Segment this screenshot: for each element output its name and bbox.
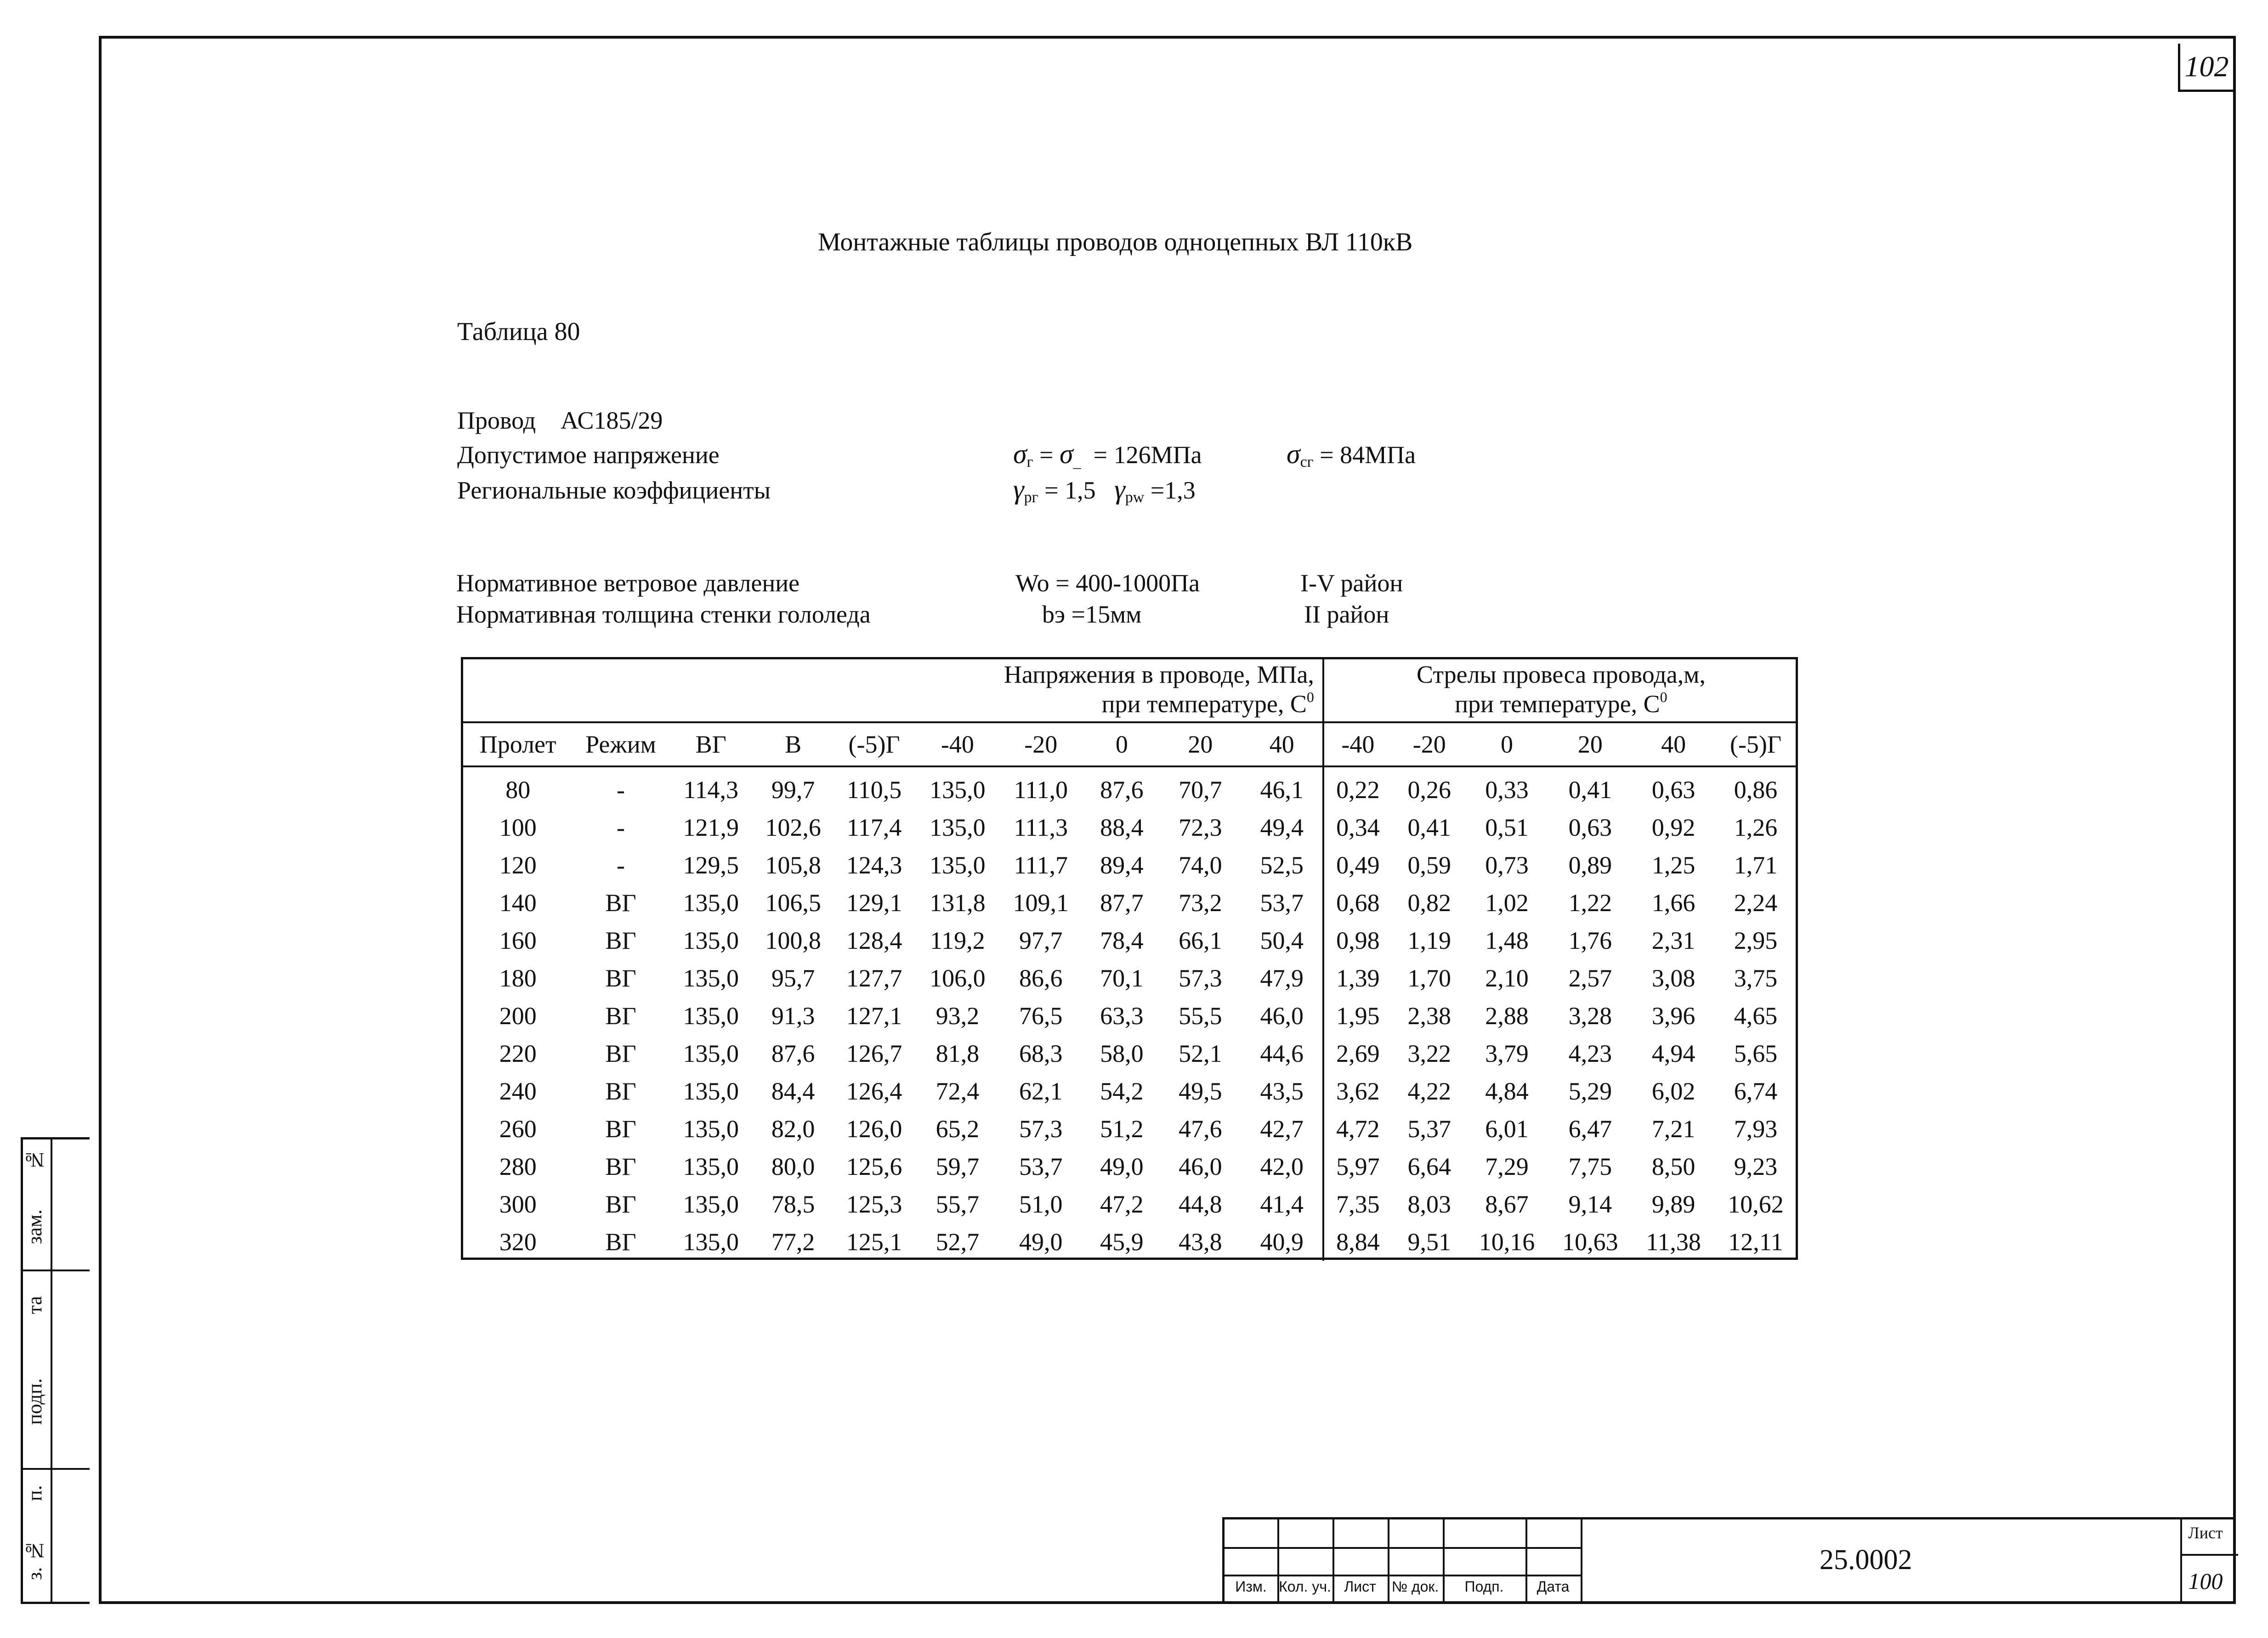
table-cell: 59,7: [936, 1153, 980, 1180]
table-cell: 2,57: [1568, 964, 1612, 992]
left-stamp-text: зам.: [23, 1209, 46, 1244]
table-cell: 1,39: [1323, 959, 1392, 997]
table-cell: 119,2: [930, 927, 985, 954]
wire-label: Провод АС185/29: [457, 407, 663, 434]
table-cell: 87,6: [771, 1040, 815, 1067]
wind-region: I-V район: [1300, 569, 1403, 597]
table-cell: 5,97: [1323, 1148, 1392, 1185]
table-cell: 2,38: [1407, 1002, 1451, 1030]
table-cell: 1,76: [1568, 927, 1612, 954]
table-cell: 135,0: [683, 1077, 739, 1105]
table-cell: 3,62: [1323, 1072, 1392, 1110]
table-cell: 0,68: [1323, 884, 1392, 922]
table-cell: -: [616, 814, 625, 841]
table-cell: 2,88: [1485, 1002, 1529, 1030]
table-cell: 10,16: [1479, 1228, 1535, 1256]
title-block-label: Кол. уч.: [1279, 1578, 1331, 1595]
table-cell: 99,7: [771, 776, 815, 804]
table-cell: 0,59: [1407, 851, 1451, 879]
column-header: -20: [998, 722, 1084, 766]
table-cell: 0,22: [1323, 766, 1392, 809]
table-row: [461, 1185, 1798, 1223]
regional-coefficients-label: Региональные коэффициенты: [457, 476, 771, 504]
table-group-header: [461, 657, 1798, 722]
sag-group-header: Стрелы провеса провода,м, при температуре, $С^0$: [1323, 657, 1798, 722]
table-cell: -: [616, 851, 625, 879]
table-cell: 10,62: [1728, 1190, 1784, 1218]
document-code: 25.0002: [1820, 1544, 1912, 1576]
table-cell: 93,2: [936, 1002, 980, 1030]
left-stamp-text: №: [23, 1149, 46, 1172]
table-cell: 3,22: [1407, 1040, 1451, 1067]
table-cell: 131,8: [930, 889, 986, 917]
column-header: Режим: [575, 722, 666, 766]
table-cell: 1,22: [1568, 889, 1612, 917]
table-cell: 46,0: [1260, 1002, 1304, 1030]
table-cell: 0,73: [1485, 851, 1529, 879]
title-block-label: Изм.: [1235, 1578, 1267, 1595]
table-cell: 126,0: [846, 1115, 902, 1143]
column-header: ВГ: [667, 722, 756, 766]
stress-group-header: Напряжения в проводе, МПа, при температуре, $С^0$: [461, 657, 1323, 722]
table-cell: 4,22: [1407, 1077, 1451, 1105]
table-cell: 42,0: [1260, 1153, 1304, 1180]
table-cell: 8,67: [1485, 1190, 1529, 1218]
table-cell: 49,0: [1019, 1228, 1063, 1256]
table-cell: 73,2: [1179, 889, 1222, 917]
table-cell: 124,3: [846, 851, 902, 879]
table-cell: 4,72: [1323, 1110, 1392, 1148]
table-cell: 135,0: [683, 1040, 739, 1067]
table-cell: 135,0: [683, 1115, 739, 1143]
table-cell: 129,1: [846, 889, 902, 917]
table-cell: 44,6: [1260, 1040, 1304, 1067]
table-cell: 111,7: [1014, 851, 1068, 879]
table-cell: 52,5: [1260, 851, 1304, 879]
table-cell: 80,0: [771, 1153, 815, 1180]
table-cell: 7,29: [1485, 1153, 1529, 1180]
table-cell: 81,8: [936, 1040, 980, 1067]
table-cell: 4,84: [1485, 1077, 1529, 1105]
table-cell: 49,0: [1100, 1153, 1144, 1180]
table-cell: 160: [499, 927, 537, 954]
table-row: [461, 1148, 1798, 1185]
table-cell: 86,6: [1019, 964, 1063, 992]
column-header: (-5)Г: [831, 722, 918, 766]
table-cell: ВГ: [605, 1002, 636, 1030]
table-cell: 135,0: [683, 889, 739, 917]
table-cell: 0,89: [1568, 851, 1612, 879]
table-cell: 68,3: [1019, 1040, 1063, 1067]
column-header: 20: [1547, 722, 1634, 766]
table-cell: 260: [499, 1115, 537, 1143]
table-cell: 9,14: [1568, 1190, 1612, 1218]
table-cell: 1,26: [1734, 814, 1778, 841]
table-cell: 0,41: [1407, 814, 1451, 841]
table-cell: 135,0: [683, 964, 739, 992]
column-header: -40: [1323, 722, 1392, 766]
column-header: 40: [1633, 722, 1713, 766]
left-stamp: [21, 1137, 90, 1604]
column-header: -40: [918, 722, 998, 766]
table-row: [461, 1223, 1798, 1261]
table-cell: 88,4: [1100, 814, 1144, 841]
table-cell: 5,29: [1568, 1077, 1612, 1105]
table-cell: 7,93: [1734, 1115, 1778, 1143]
table-cell: 95,7: [771, 964, 815, 992]
table-cell: 3,96: [1651, 1002, 1695, 1030]
table-cell: 53,7: [1019, 1153, 1063, 1180]
table-cell: 127,7: [846, 964, 902, 992]
table-cell: 7,35: [1323, 1185, 1392, 1223]
table-cell: 8,50: [1651, 1153, 1695, 1180]
table-row: [461, 809, 1798, 846]
table-cell: 55,5: [1179, 1002, 1222, 1030]
table-cell: 87,7: [1100, 889, 1144, 917]
table-cell: 1,19: [1407, 927, 1451, 954]
table-cell: 5,65: [1734, 1040, 1778, 1067]
table-cell: 52,7: [936, 1228, 980, 1256]
table-cell: 77,2: [771, 1228, 815, 1256]
table-cell: 2,31: [1651, 927, 1695, 954]
table-cell: 120: [499, 851, 537, 879]
table-cell: 135,0: [683, 1002, 739, 1030]
table-cell: 0,86: [1734, 776, 1778, 804]
table-cell: ВГ: [605, 1115, 636, 1143]
title-block-label: Подп.: [1464, 1578, 1504, 1595]
allowable-stress-label: Допустимое напряжение: [457, 441, 720, 469]
table-cell: 70,7: [1179, 776, 1222, 804]
table-cell: 6,02: [1651, 1077, 1695, 1105]
table-cell: 110,5: [846, 776, 902, 804]
table-cell: 106,0: [930, 964, 986, 992]
column-header: -20: [1392, 722, 1467, 766]
table-cell: 58,0: [1100, 1040, 1144, 1067]
table-cell: ВГ: [605, 1077, 636, 1105]
wind-pressure-label: Нормативное ветровое давление: [456, 569, 800, 597]
gamma-coefficients: $\gamma_{рг} = 1,5$ $\gamma_{рw} =1,3$: [1013, 474, 1196, 506]
table-cell: 0,33: [1485, 776, 1529, 804]
table-cell: 126,7: [846, 1040, 902, 1067]
table-cell: 0,26: [1407, 776, 1451, 804]
table-row: [461, 846, 1798, 884]
table-cell: 102,6: [765, 814, 821, 841]
table-cell: 320: [499, 1228, 537, 1256]
ice-region: II район: [1304, 601, 1389, 628]
table-cell: ВГ: [605, 1228, 636, 1256]
table-row: [461, 766, 1798, 809]
table-cell: 46,1: [1260, 776, 1304, 804]
table-cell: 12,11: [1728, 1228, 1783, 1256]
left-stamp-text: п.: [23, 1485, 46, 1502]
table-cell: 8,84: [1323, 1223, 1392, 1261]
table-cell: 82,0: [771, 1115, 815, 1143]
table-cell: 76,5: [1019, 1002, 1063, 1030]
table-cell: 280: [499, 1153, 537, 1180]
table-cell: 9,23: [1734, 1153, 1778, 1180]
table-cell: 72,4: [936, 1077, 980, 1105]
table-cell: 55,7: [936, 1190, 980, 1218]
table-cell: 129,5: [683, 851, 739, 879]
left-stamp-text: та: [23, 1296, 46, 1314]
table-cell: 100,8: [765, 927, 821, 954]
table-cell: 45,9: [1100, 1228, 1144, 1256]
table-cell: 180: [499, 964, 537, 992]
table-cell: 87,6: [1100, 776, 1144, 804]
table-cell: 3,28: [1568, 1002, 1612, 1030]
table-cell: 4,94: [1651, 1040, 1695, 1067]
wind-pressure-value: Wo = 400-1000Па: [1015, 569, 1200, 597]
table-cell: 43,5: [1260, 1077, 1304, 1105]
table-cell: 41,4: [1260, 1190, 1304, 1218]
table-cell: 0,63: [1651, 776, 1695, 804]
table-cell: ВГ: [605, 1190, 636, 1218]
table-cell: 2,24: [1734, 889, 1778, 917]
table-cell: 57,3: [1179, 964, 1222, 992]
table-cell: 6,64: [1407, 1153, 1451, 1180]
table-cell: 50,4: [1260, 927, 1304, 954]
table-column-headers: [461, 722, 1798, 766]
table-cell: 135,0: [930, 851, 986, 879]
table-cell: 135,0: [683, 1153, 739, 1180]
table-cell: 4,23: [1568, 1040, 1612, 1067]
sigma-cg-formula: $\sigma_{cг} = 84МПа$: [1287, 439, 1416, 470]
table-cell: 135,0: [683, 1228, 739, 1256]
table-cell: ВГ: [605, 927, 636, 954]
table-cell: 240: [499, 1077, 537, 1105]
table-cell: 70,1: [1100, 964, 1144, 992]
column-header: 0: [1467, 722, 1547, 766]
ice-thickness-value: bэ =15мм: [1042, 601, 1142, 628]
table-cell: 0,41: [1568, 776, 1612, 804]
sigma-g-formula: $\sigma_г = \sigma_{\_} = 126МПа$: [1013, 439, 1202, 470]
table-cell: 127,1: [846, 1002, 902, 1030]
table-cell: 42,7: [1260, 1115, 1304, 1143]
column-header: Пролет: [461, 722, 575, 766]
table-cell: 125,6: [846, 1153, 902, 1180]
table-cell: 46,0: [1179, 1153, 1222, 1180]
table-cell: 51,0: [1019, 1190, 1063, 1218]
table-cell: 0,63: [1568, 814, 1612, 841]
table-row: [461, 997, 1798, 1035]
table-cell: 105,8: [765, 851, 821, 879]
table-cell: 9,89: [1651, 1190, 1695, 1218]
table-cell: 121,9: [683, 814, 739, 841]
table-cell: 0,82: [1407, 889, 1451, 917]
table-cell: 40,9: [1260, 1228, 1304, 1256]
table-cell: 1,02: [1485, 889, 1529, 917]
table-cell: ВГ: [605, 1040, 636, 1067]
table-cell: 3,79: [1485, 1040, 1529, 1067]
table-cell: 0,49: [1323, 846, 1392, 884]
table-cell: 11,38: [1646, 1228, 1701, 1256]
title-block-label: № док.: [1391, 1578, 1439, 1595]
table-cell: 97,7: [1019, 927, 1063, 954]
table-cell: 54,2: [1100, 1077, 1144, 1105]
sheet-number: 100: [2188, 1568, 2223, 1594]
table-cell: 43,8: [1179, 1228, 1222, 1256]
table-cell: 0,34: [1323, 809, 1392, 846]
table-cell: 52,1: [1179, 1040, 1222, 1067]
table-cell: 135,0: [683, 1190, 739, 1218]
table-cell: 0,98: [1323, 922, 1392, 959]
table-cell: 91,3: [771, 1002, 815, 1030]
document-title: Монтажные таблицы проводов одноцепных ВЛ 110кВ: [818, 228, 1413, 256]
table-cell: 128,4: [846, 927, 902, 954]
table-cell: 125,1: [846, 1228, 902, 1256]
table-cell: 135,0: [930, 814, 986, 841]
table-label: Таблица 80: [457, 317, 580, 346]
table-cell: 106,5: [765, 889, 821, 917]
column-header: (-5)Г: [1713, 722, 1798, 766]
table-cell: 111,0: [1014, 776, 1068, 804]
table-cell: 57,3: [1019, 1115, 1063, 1143]
table-cell: 1,70: [1407, 964, 1451, 992]
table-cell: 117,4: [846, 814, 902, 841]
table-cell: 49,4: [1260, 814, 1304, 841]
table-cell: 47,6: [1179, 1115, 1222, 1143]
table-cell: 220: [499, 1040, 537, 1067]
table-cell: 62,1: [1019, 1077, 1063, 1105]
table-cell: 2,95: [1734, 927, 1778, 954]
left-stamp-text: подп.: [23, 1378, 46, 1425]
table-row: [461, 1110, 1798, 1148]
table-cell: 10,63: [1562, 1228, 1618, 1256]
table-cell: 78,5: [771, 1190, 815, 1218]
table-cell: 47,2: [1100, 1190, 1144, 1218]
table-row: [461, 884, 1798, 922]
table-cell: 125,3: [846, 1190, 902, 1218]
table-cell: 4,65: [1734, 1002, 1778, 1030]
table-cell: 0,51: [1485, 814, 1529, 841]
table-cell: 89,4: [1100, 851, 1144, 879]
table-cell: 66,1: [1179, 927, 1222, 954]
table-cell: 2,69: [1323, 1035, 1392, 1072]
table-cell: 6,47: [1568, 1115, 1612, 1143]
table-cell: 84,4: [771, 1077, 815, 1105]
table-cell: 1,25: [1651, 851, 1695, 879]
table-cell: 3,75: [1734, 964, 1778, 992]
ice-thickness-label: Нормативная толщина стенки гололеда: [456, 601, 871, 628]
table-row: [461, 1072, 1798, 1110]
table-cell: 51,2: [1100, 1115, 1144, 1143]
table-row: [461, 1035, 1798, 1072]
table-cell: ВГ: [605, 964, 636, 992]
table-cell: 44,8: [1179, 1190, 1222, 1218]
table-cell: 300: [499, 1190, 537, 1218]
table-cell: 1,48: [1485, 927, 1529, 954]
table-body: [461, 766, 1798, 1261]
table-cell: 135,0: [930, 776, 986, 804]
table-cell: 0,92: [1651, 814, 1695, 841]
table-cell: 7,75: [1568, 1153, 1612, 1180]
table-cell: 3,08: [1651, 964, 1695, 992]
table-cell: 74,0: [1179, 851, 1222, 879]
table-row: [461, 922, 1798, 959]
table-cell: 63,3: [1100, 1002, 1144, 1030]
table-cell: 65,2: [936, 1115, 980, 1143]
sheet-label: Лист: [2188, 1524, 2223, 1542]
table-cell: 100: [499, 814, 537, 841]
column-header: 0: [1084, 722, 1160, 766]
wire-value: АС185/29: [561, 407, 663, 434]
title-block: [1222, 1517, 2236, 1604]
table-cell: 9,51: [1407, 1228, 1451, 1256]
table-cell: 8,03: [1407, 1190, 1451, 1218]
table-cell: 126,4: [846, 1077, 902, 1105]
table-cell: 135,0: [683, 927, 739, 954]
table-cell: 80: [505, 776, 531, 804]
title-block-label: Лист: [1344, 1578, 1376, 1595]
table-cell: 140: [499, 889, 537, 917]
title-block-label: Дата: [1537, 1578, 1570, 1595]
table-row: [461, 959, 1798, 997]
table-cell: 200: [499, 1002, 537, 1030]
table-cell: 72,3: [1179, 814, 1222, 841]
mounting-table: [461, 657, 1798, 1261]
column-header: 40: [1242, 722, 1323, 766]
column-header: 20: [1159, 722, 1241, 766]
table-cell: 1,95: [1323, 997, 1392, 1035]
table-cell: 111,3: [1014, 814, 1068, 841]
table-cell: 109,1: [1013, 889, 1069, 917]
table-cell: 6,74: [1734, 1077, 1778, 1105]
table-cell: 114,3: [683, 776, 739, 804]
table-cell: 47,9: [1260, 964, 1304, 992]
table-cell: 5,37: [1407, 1115, 1451, 1143]
table-cell: -: [616, 776, 625, 804]
table-cell: 53,7: [1260, 889, 1304, 917]
corner-page-number: 102: [2178, 44, 2233, 92]
table-cell: 1,66: [1651, 889, 1695, 917]
table-cell: 7,21: [1651, 1115, 1695, 1143]
table-cell: ВГ: [605, 889, 636, 917]
column-header: В: [755, 722, 831, 766]
table-cell: ВГ: [605, 1153, 636, 1180]
table-cell: 49,5: [1179, 1077, 1222, 1105]
table-cell: 6,01: [1485, 1115, 1529, 1143]
table-cell: 78,4: [1100, 927, 1144, 954]
left-stamp-text: з. №: [23, 1539, 46, 1581]
table-cell: 2,10: [1485, 964, 1529, 992]
table-cell: 1,71: [1734, 851, 1778, 879]
